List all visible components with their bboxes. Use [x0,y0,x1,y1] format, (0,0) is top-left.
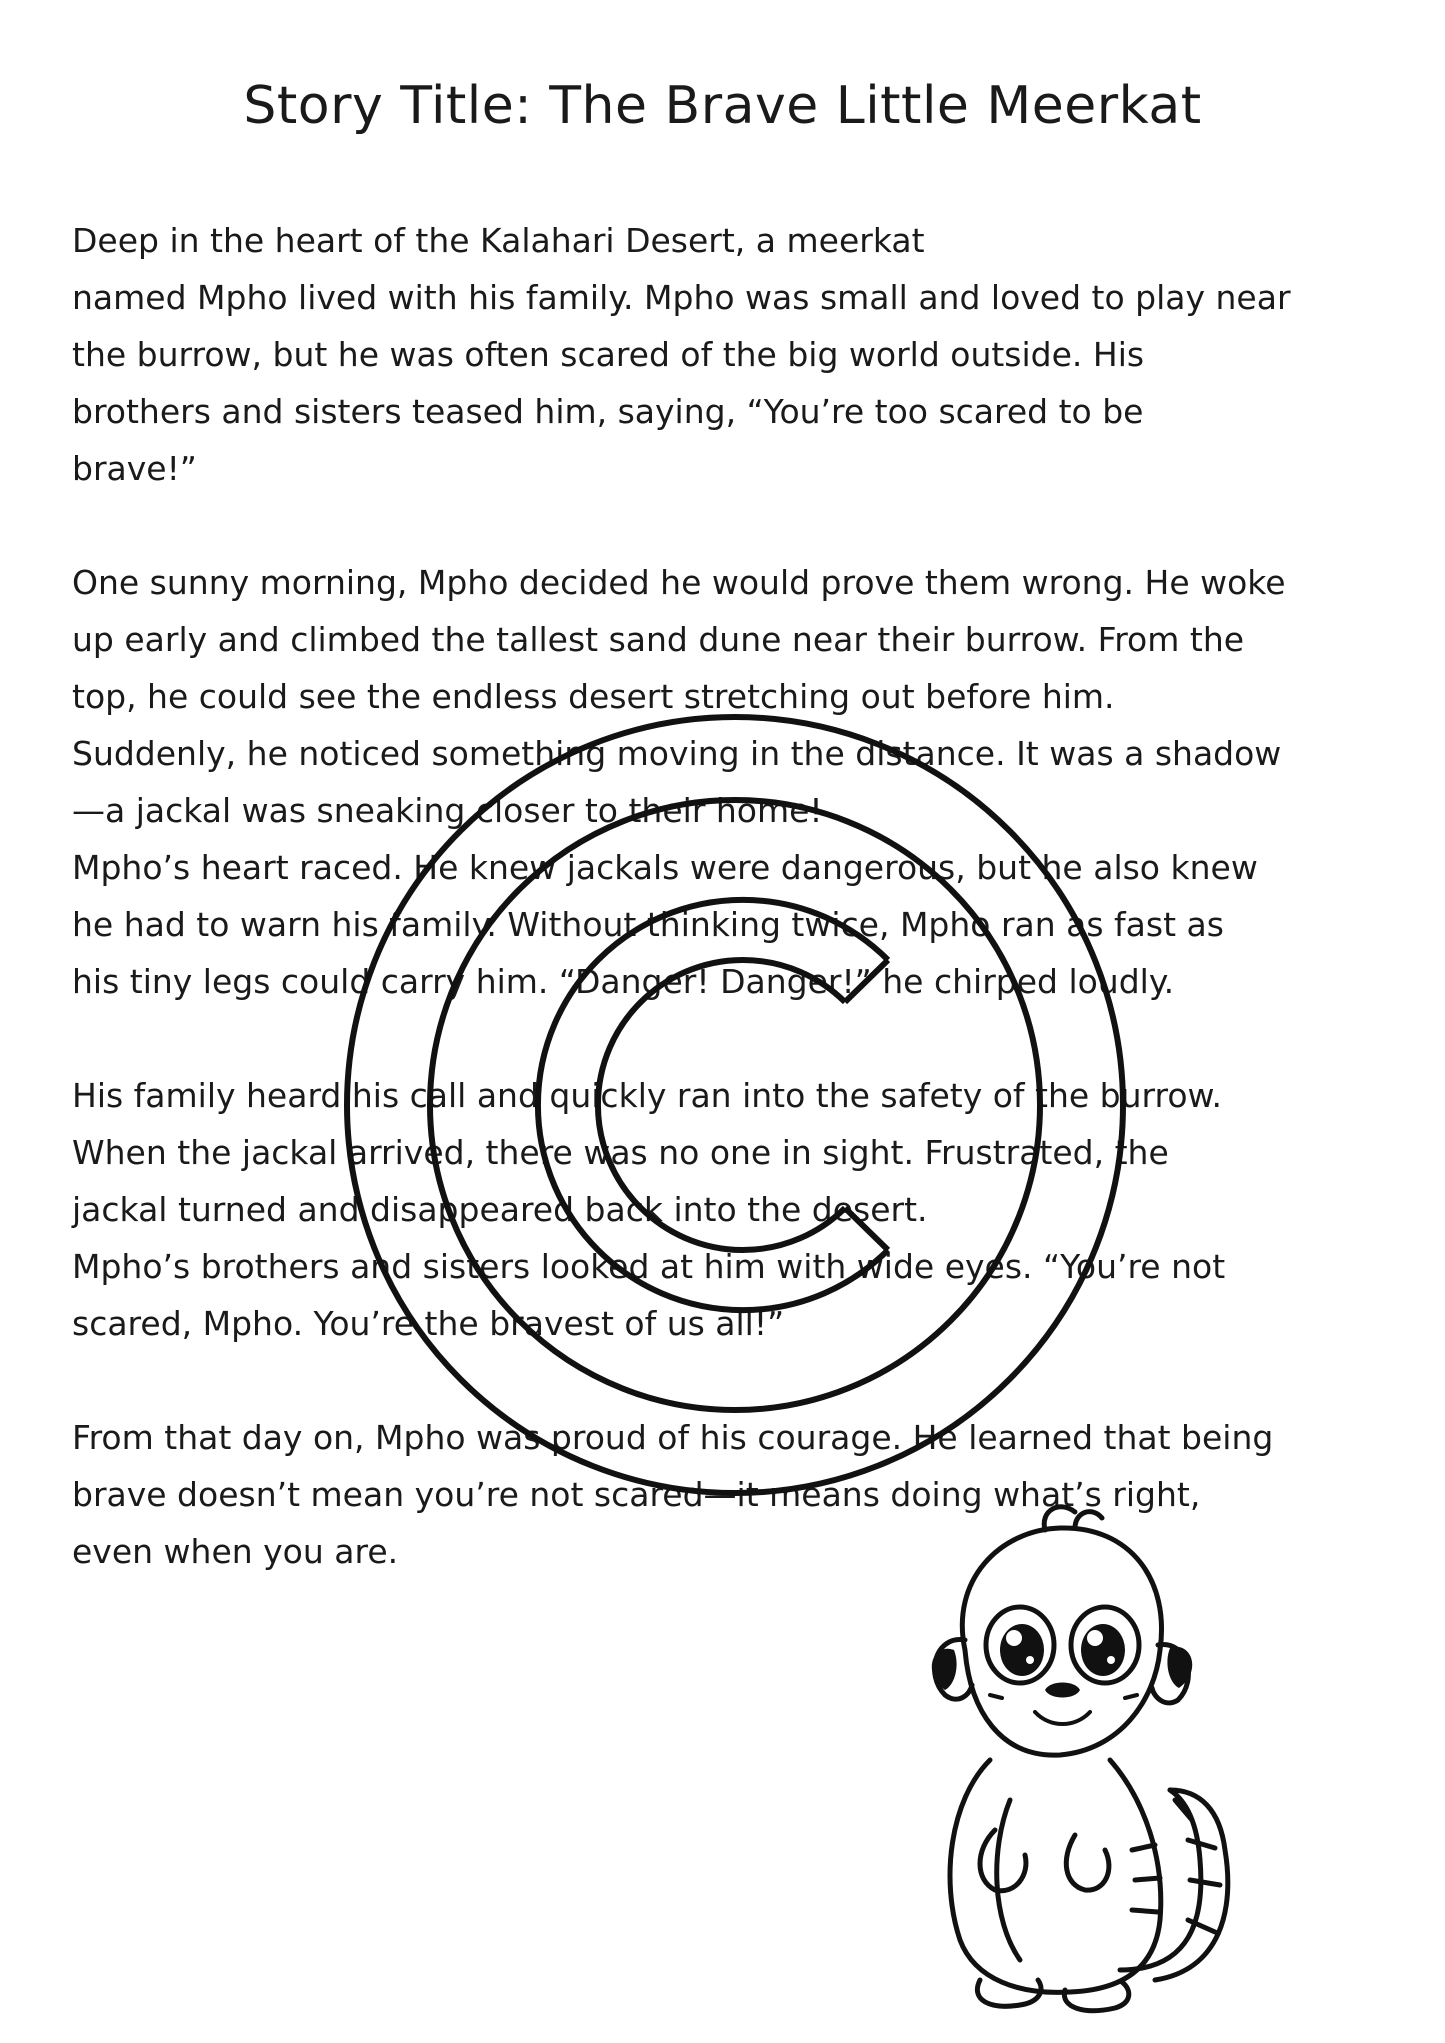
text-line: When the jackal arrived, there was no one in sight. Frustrated, the [72,1133,1169,1172]
text-line: jackal turned and disappeared back into the desert. [72,1190,928,1229]
text-line: top, he could see the endless desert stretching out before him. [72,677,1115,716]
paragraph-1 [72,212,1372,497]
text-line: brave!” [72,449,197,488]
text-line: His family heard his call and quickly ran into the safety of the burrow. [72,1076,1222,1115]
text-line: Suddenly, he noticed something moving in the distance. It was a shadow [72,734,1282,773]
text-line: Mpho’s heart raced. He knew jackals were dangerous, but he also knew [72,848,1258,887]
text-line: scared, Mpho. You’re the bravest of us all!” [72,1304,785,1343]
text-line: up early and climbed the tallest sand dune near their burrow. From the [72,620,1245,659]
text-line: named Mpho lived with his family. Mpho was small and loved to play near [72,278,1291,317]
text-line: he had to warn his family. Without thinking twice, Mpho ran as fast as [72,905,1224,944]
text-line: the burrow, but he was often scared of the big world outside. His [72,335,1145,374]
text-line: Mpho’s brothers and sisters looked at him with wide eyes. “You’re not [72,1247,1226,1286]
text-line: brothers and sisters teased him, saying, “You’re too scared to be [72,392,1144,431]
text-line: One sunny morning, Mpho decided he would prove them wrong. He woke [72,563,1286,602]
meerkat-illustration [870,1500,1250,2020]
text-line: —a jackal was sneaking closer to their home! [72,791,823,830]
text-line: his tiny legs could carry him. “Danger! Danger!” he chirped loudly. [72,962,1175,1001]
text-line: Deep in the heart of the Kalahari Desert, a meerkat [72,221,925,260]
paragraph-2 [72,554,1372,1010]
text-line: From that day on, Mpho was proud of his courage. He learned that being [72,1418,1274,1457]
paragraph-3 [72,1067,1372,1352]
text-line: even when you are. [72,1532,399,1571]
story-title: Story Title: The Brave Little Meerkat [243,76,1202,136]
story-body [72,212,1372,1580]
text-line: brave doesn’t mean you’re not scared—it means doing what’s right, [72,1475,1201,1514]
